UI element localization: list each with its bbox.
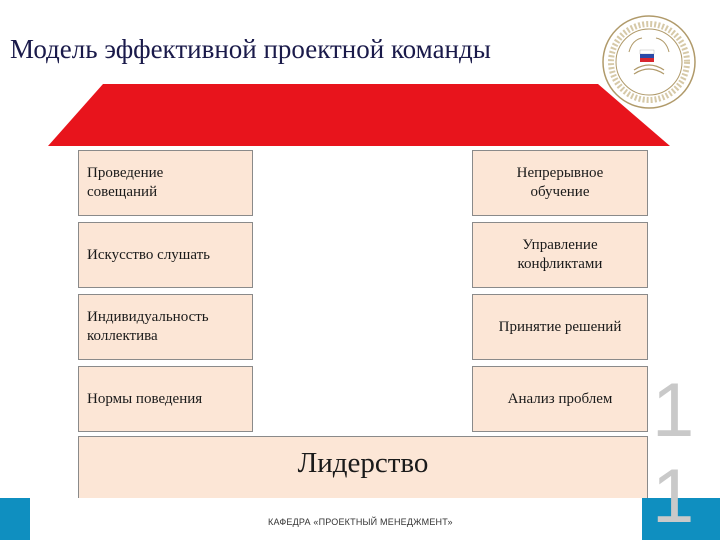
footer-department: КАФЕДРА «ПРОЕКТНЫЙ МЕНЕДЖМЕНТ» (268, 517, 453, 527)
foundation-label: Лидерство (297, 447, 429, 479)
right-box-learning: Непрерывное обучение (472, 150, 648, 216)
university-seal-logo (594, 12, 704, 112)
left-box-listening: Искусство слушать (78, 222, 253, 288)
foundation-box (78, 436, 648, 504)
right-box-decisions: Принятие решений (472, 294, 648, 360)
left-box-norms: Нормы поведения (78, 366, 253, 432)
left-box-individuality: Индивидуальность коллектива (78, 294, 253, 360)
roof-shape (48, 84, 670, 146)
left-box-meetings: Проведение совещаний (78, 150, 253, 216)
page-title: Модель эффективной проектной команды (10, 34, 491, 64)
right-box-conflicts: Управление конфликтами (472, 222, 648, 288)
slide-number: 1 1 (652, 368, 695, 539)
right-box-analysis: Анализ проблем (472, 366, 648, 432)
